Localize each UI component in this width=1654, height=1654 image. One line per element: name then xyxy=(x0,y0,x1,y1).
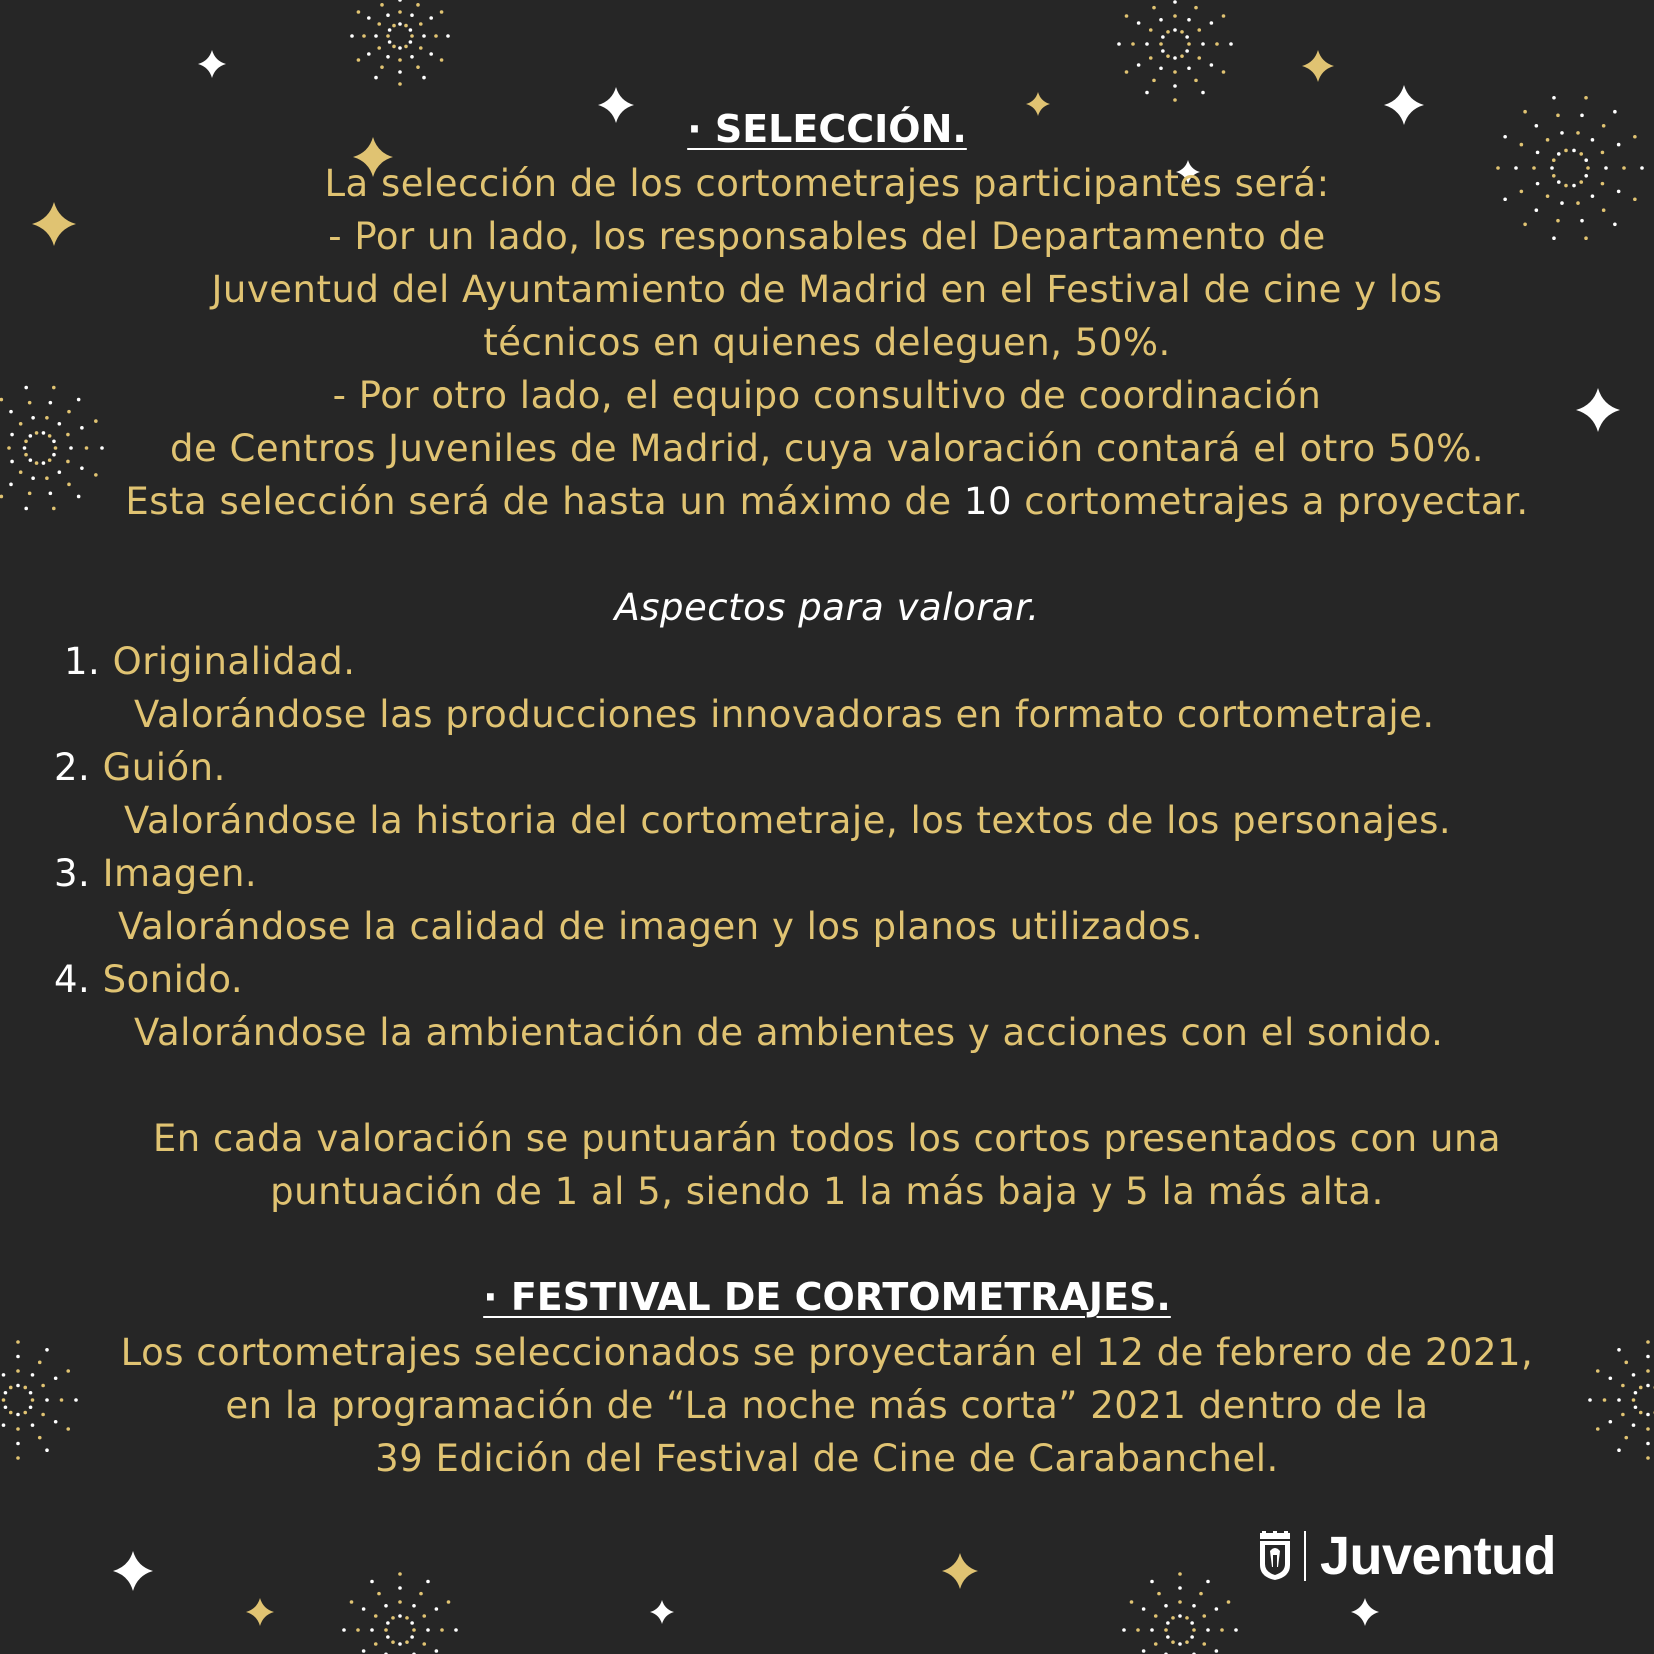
firework-icon xyxy=(1122,1572,1238,1654)
max-line-number: 10 xyxy=(963,480,1013,523)
sparkle-icon xyxy=(198,50,226,78)
aspect-number: 2. xyxy=(54,746,91,789)
max-line-before: Esta selección será de hasta un máximo de xyxy=(125,480,964,523)
aspect-label: Imagen. xyxy=(102,852,258,895)
festival-heading: · FESTIVAL DE CORTOMETRAJES. xyxy=(483,1275,1171,1319)
seleccion-line: Juventud del Ayuntamiento de Madrid en el Festival de cine y los xyxy=(211,268,1443,311)
sparkle-icon xyxy=(113,1551,153,1591)
sparkle-icon xyxy=(246,1598,274,1626)
seleccion-line: - Por otro lado, el equipo consultivo de coordinación xyxy=(332,374,1322,417)
firework-icon xyxy=(350,0,450,86)
aspect-description: Valorándose la calidad de imagen y los planos utilizados. xyxy=(118,905,1204,948)
juventud-logo xyxy=(1258,1528,1556,1584)
aspect-number: 4. xyxy=(54,958,91,1001)
seleccion-line: - Por un lado, los responsables del Departamento de xyxy=(328,215,1326,258)
aspect-item xyxy=(54,741,226,794)
firework-icon xyxy=(1117,0,1233,102)
aspect-label: Guión. xyxy=(102,746,226,789)
aspectos-title: Aspectos para valorar. xyxy=(614,586,1040,629)
aspect-number: 1. xyxy=(64,640,101,683)
max-line-after: cortometrajes a proyectar. xyxy=(1012,480,1529,523)
logo-separator xyxy=(1304,1531,1306,1581)
puntuacion-line: En cada valoración se puntuarán todos los cortos presentados con una xyxy=(152,1117,1502,1160)
aspect-description: Valorándose la historia del cortometraje, los textos de los personajes. xyxy=(124,799,1452,842)
sparkle-icon xyxy=(1351,1598,1379,1626)
festival-line: en la programación de “La noche más corta” 2021 dentro de la xyxy=(225,1384,1429,1427)
aspect-item xyxy=(54,953,243,1006)
sparkle-icon xyxy=(942,1553,978,1589)
seleccion-line: La selección de los cortometrajes participantes será: xyxy=(324,162,1330,205)
seleccion-line: de Centros Juveniles de Madrid, cuya valoración contará el otro 50%. xyxy=(169,427,1485,470)
madrid-coat-of-arms-icon xyxy=(1258,1531,1292,1581)
sparkle-icon xyxy=(1302,50,1334,82)
festival-line: Los cortometrajes seleccionados se proyectarán el 12 de febrero de 2021, xyxy=(120,1331,1534,1374)
aspect-description: Valorándose la ambientación de ambientes y acciones con el sonido. xyxy=(134,1011,1444,1054)
aspect-item xyxy=(54,847,257,900)
logo-text: Juventud xyxy=(1320,1526,1557,1586)
aspect-label: Originalidad. xyxy=(112,640,356,683)
firework-icon xyxy=(342,1572,458,1654)
sparkle-icon xyxy=(650,1600,674,1624)
aspect-description: Valorándose las producciones innovadoras en formato cortometraje. xyxy=(134,693,1435,736)
puntuacion-line: puntuación de 1 al 5, siendo 1 la más baja y 5 la más alta. xyxy=(270,1170,1384,1213)
aspect-label: Sonido. xyxy=(102,958,244,1001)
seleccion-line: técnicos en quienes deleguen, 50%. xyxy=(483,321,1171,364)
festival-line: 39 Edición del Festival de Cine de Carabanchel. xyxy=(375,1437,1279,1480)
seleccion-max-line xyxy=(0,475,1654,528)
aspect-item xyxy=(64,635,356,688)
aspect-number: 3. xyxy=(54,852,91,895)
seleccion-heading: · SELECCIÓN. xyxy=(687,107,967,151)
